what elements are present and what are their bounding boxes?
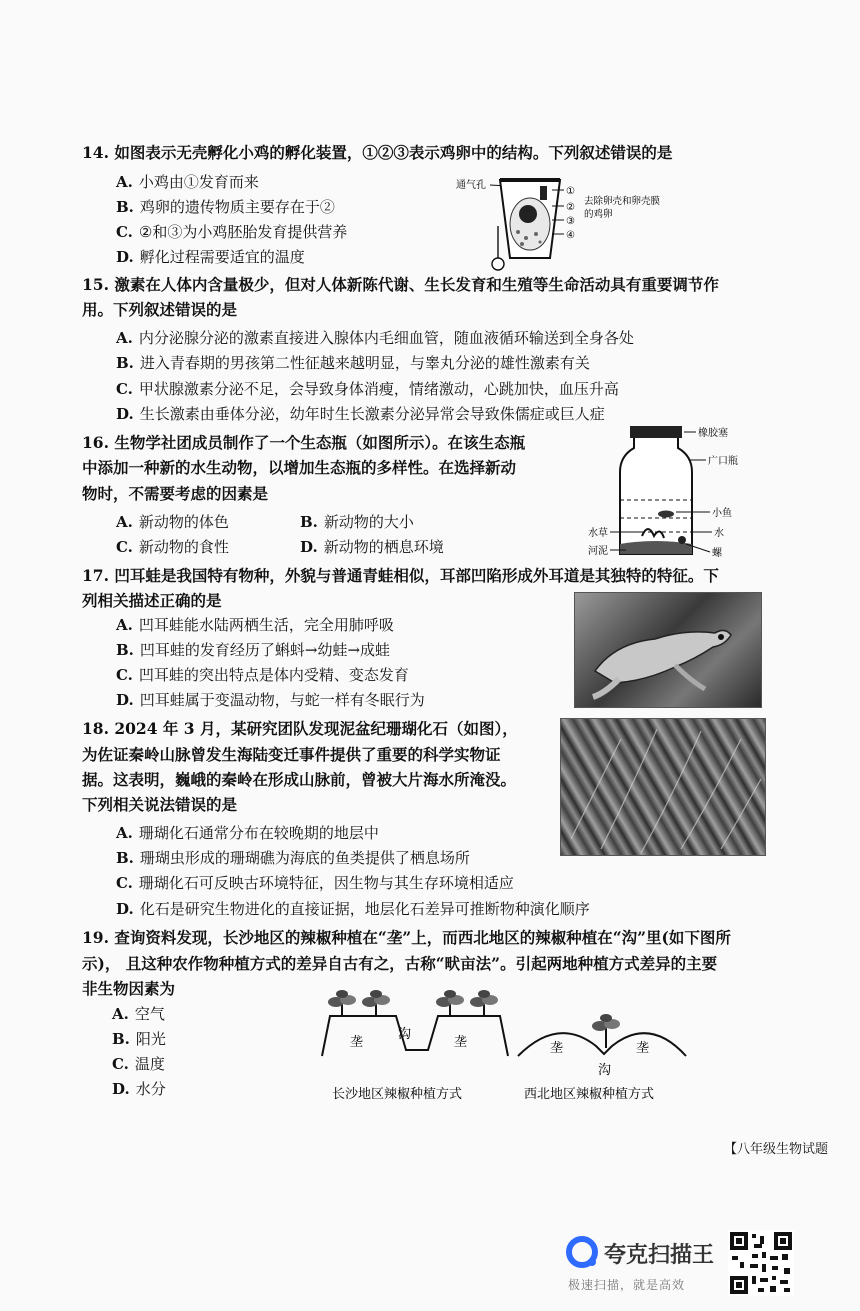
q16-stem-3: 物时，不需要考虑的因素是 <box>82 484 269 503</box>
ridge-label-left-1: 垄 <box>350 1035 364 1050</box>
q15-option-a[interactable]: A. 内分泌腺分泌的激素直接进入腺体内毛细血管，随血液循环输送到全身各处 <box>116 329 634 347</box>
q18-stem-1: 18. 2024 年 3 月，某研究团队发现泥盆纪珊瑚化石（如图）， <box>82 719 518 738</box>
q15-option-d[interactable]: D. 生长激素由垂体分泌，幼年时生长激素分泌异常会导致侏儒症或巨人症 <box>116 405 605 423</box>
rubber-stopper <box>630 426 682 438</box>
eco-bottle-figure <box>586 422 776 562</box>
vent-label: 通气孔 <box>456 180 486 191</box>
q14-option-c[interactable]: C. ②和③为小鸡胚胎发育提供营养 <box>116 223 348 241</box>
q14-option-b[interactable]: B. 鸡卵的遗传物质主要存在于② <box>116 198 335 216</box>
q15-stem-2: 用。下列叙述错误的是 <box>82 300 238 319</box>
water-label: 水 <box>714 528 724 539</box>
q17-option-b[interactable]: B. 凹耳蛙的发育经历了蝌蚪→幼蛙→成蛙 <box>116 641 391 659</box>
q16-option-a[interactable]: A. 新动物的体色 <box>116 513 229 531</box>
bottle-label: 广口瓶 <box>708 456 738 467</box>
q19-option-c[interactable]: C. 温度 <box>112 1055 165 1073</box>
mark-1: ① <box>566 186 575 197</box>
q18-stem-2: 为佐证秦岭山脉曾发生海陆变迁事件提供了重要的科学实物证 <box>82 745 501 764</box>
exam-footer-tag: 【八年级生物试题 <box>724 1142 829 1157</box>
ridge-label-right-1: 垄 <box>550 1041 564 1056</box>
ridge-label-right-2: 垄 <box>636 1041 650 1056</box>
q16-option-d[interactable]: D. 新动物的栖息环境 <box>300 538 444 556</box>
q14-stem: 14. 如图表示无壳孵化小鸡的孵化装置，①②③表示鸡卵中的结构。下列叙述错误的是 <box>82 143 673 162</box>
q16-stem-2: 中添加一种新的水生动物，以增加生态瓶的多样性。在选择新动 <box>82 458 517 477</box>
q16-option-c[interactable]: C. 新动物的食性 <box>116 538 229 556</box>
q14-option-a[interactable]: A. 小鸡由①发育而来 <box>116 173 259 191</box>
planting-methods-figure <box>310 986 700 1108</box>
q18-option-a[interactable]: A. 珊瑚化石通常分布在较晚期的地层中 <box>116 824 379 842</box>
mud-label: 河泥 <box>588 546 608 557</box>
q17-option-c[interactable]: C. 凹耳蛙的突出特点是体内受精、变态发育 <box>116 666 409 684</box>
q18-option-b[interactable]: B. 珊瑚虫形成的珊瑚礁为海底的鱼类提供了栖息场所 <box>116 849 470 867</box>
coral-fossil-photo <box>560 718 766 856</box>
brand-name: 夸克扫描王 <box>604 1243 715 1268</box>
frog-photo <box>574 592 762 708</box>
qr-code-icon[interactable] <box>728 1230 794 1296</box>
q16-option-b[interactable]: B. 新动物的大小 <box>300 513 414 531</box>
q17-stem-1: 17. 凹耳蛙是我国特有物种，外貌与普通青蛙相似，耳部凹陷形成外耳道是其独特的特征。下 <box>82 566 719 585</box>
q18-stem-3: 据。这表明，巍峨的秦岭在形成山脉前，曾被大片海水所淹没。 <box>82 770 517 789</box>
q19-option-d[interactable]: D. 水分 <box>112 1080 166 1098</box>
ditch-label-right: 沟 <box>598 1063 612 1078</box>
egg-label-2: 的鸡卵 <box>584 209 613 220</box>
snail-label: 螺 <box>712 548 722 559</box>
caption-northwest: 西北地区辣椒种植方式 <box>524 1087 655 1102</box>
q15-option-c[interactable]: C. 甲状腺激素分泌不足，会导致身体消瘦，情绪激动，心跳加快，血压升高 <box>116 380 619 398</box>
fish-label: 小鱼 <box>712 508 732 519</box>
mark-2: ② <box>566 202 575 213</box>
egg-label-1: 去除卵壳和卵壳膜 <box>584 196 661 207</box>
q18-stem-4: 下列相关说法错误的是 <box>82 795 238 814</box>
stopper-label: 橡胶塞 <box>698 428 728 439</box>
caption-changsha: 长沙地区辣椒种植方式 <box>332 1087 463 1102</box>
q17-stem-2: 列相关描述正确的是 <box>82 591 222 610</box>
brand-slogan: 极速扫描，就是高效 <box>568 1278 686 1292</box>
q16-stem-1: 16. 生物学社团成员制作了一个生态瓶（如图所示）。在该生态瓶 <box>82 433 526 452</box>
q18-option-d[interactable]: D. 化石是研究生物进化的直接证据，地层化石差异可推断物种演化顺序 <box>116 900 590 918</box>
q19-option-b[interactable]: B. 阳光 <box>112 1030 166 1048</box>
quark-logo-icon <box>566 1236 600 1270</box>
q15-stem-1: 15. 激素在人体内含量极少，但对人体新陈代谢、生长发育和生殖等生命活动具有重要调节作 <box>82 275 719 294</box>
q19-stem-1: 19. 查询资料发现，长沙地区的辣椒种植在“垄”上，而西北地区的辣椒种植在“沟”里(如下图所 <box>82 928 731 947</box>
q14-option-d[interactable]: D. 孵化过程需要适宜的温度 <box>116 248 305 266</box>
ridge-label-left-2: 垄 <box>454 1035 468 1050</box>
q19-option-a[interactable]: A. 空气 <box>112 1005 165 1023</box>
pepper-plants-left <box>328 990 498 1016</box>
q19-stem-3: 非生物因素为 <box>82 979 176 998</box>
scanner-brand <box>566 1236 716 1296</box>
yolk-mark <box>519 205 537 223</box>
ditch-label-left: 沟 <box>398 1027 412 1042</box>
mark-3: ③ <box>566 216 575 227</box>
grass-label: 水草 <box>588 528 608 539</box>
mark-4: ④ <box>566 230 575 241</box>
q17-option-d[interactable]: D. 凹耳蛙属于变温动物，与蛇一样有冬眠行为 <box>116 691 425 709</box>
incubator-figure <box>448 166 708 272</box>
q19-stem-2: 示)， 且这种农作物种植方式的差异自古有之，古称“畎亩法”。引起两地种植方式差异的主要 <box>82 954 718 973</box>
q17-option-a[interactable]: A. 凹耳蛙能水陆两栖生活，完全用肺呼吸 <box>116 616 394 634</box>
q15-option-b[interactable]: B. 进入青春期的男孩第二性征越来越明显，与睾丸分泌的雄性激素有关 <box>116 354 590 372</box>
q18-option-c[interactable]: C. 珊瑚化石可反映古环境特征，因生物与其生存环境相适应 <box>116 874 514 892</box>
